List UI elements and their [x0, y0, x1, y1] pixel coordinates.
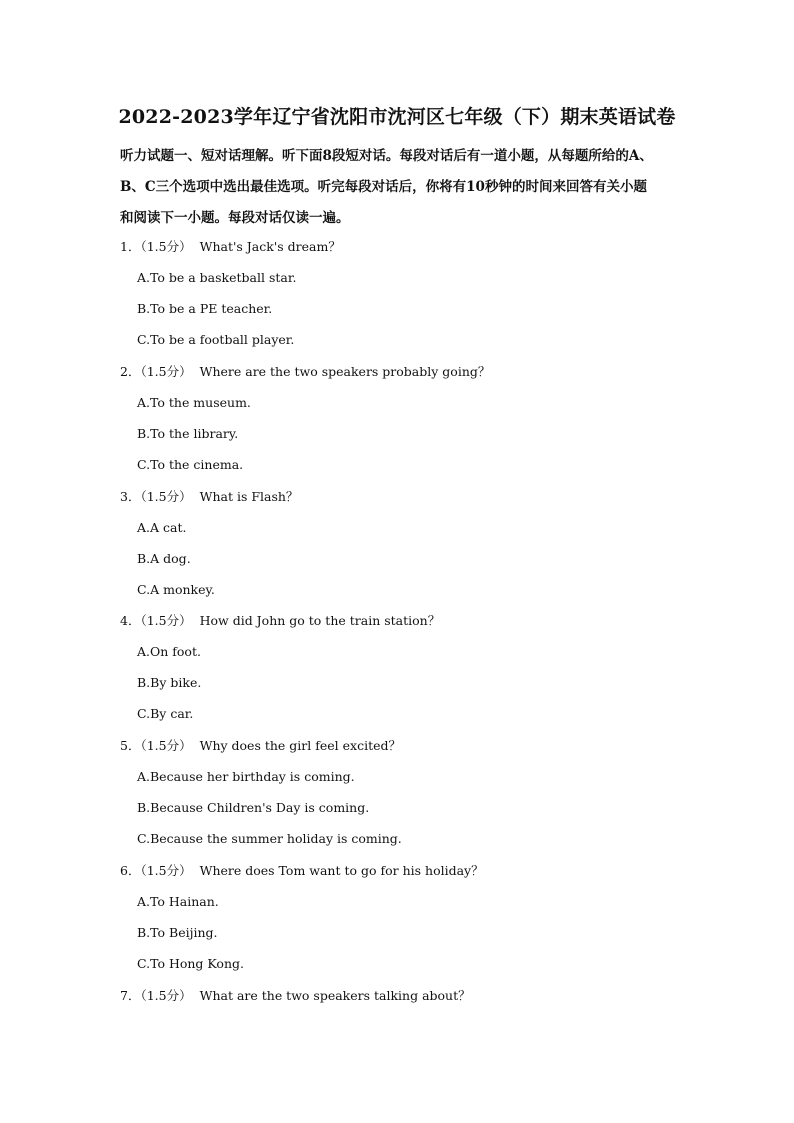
question-6: [120, 861, 680, 985]
option-b: B.To Beijing.: [137, 925, 218, 940]
option-a: A.To Hainan.: [137, 894, 219, 909]
option-a: A.Because her birthday is coming.: [137, 769, 355, 784]
question-stem: [120, 611, 680, 642]
page-title: 2022-2023学年辽宁省沈阳市沈河区七年级（下）期末英语试卷: [118, 106, 676, 128]
question-2: [120, 362, 680, 486]
option-b: B.A dog.: [137, 551, 191, 566]
question-text: Where does Tom want to go for his holiday？: [199, 863, 484, 878]
question-7: [120, 986, 680, 1017]
listening-instructions: [120, 141, 680, 234]
instruction-line: B、C三个选项中选出最佳选项。听完每段对话后，你将有10秒钟的时间来回答有关小题: [120, 179, 647, 195]
option-c: C.To Hong Kong.: [137, 956, 244, 971]
question-4: [120, 611, 680, 735]
option-c: C.Because the summer holiday is coming.: [137, 831, 402, 846]
question-text: Why does the girl feel excited？: [199, 738, 401, 753]
option-a: A.A cat.: [137, 520, 187, 535]
question-number: 5．: [120, 738, 141, 753]
question-1: [120, 237, 680, 361]
instruction-line: 听力试题一、短对话理解。听下面8段短对话。每段对话后有一道小题，从每题所给的A、: [120, 148, 653, 164]
question-number: 1．: [120, 239, 141, 254]
question-stem: [120, 487, 680, 518]
option-c: C.To be a football player.: [137, 332, 295, 347]
question-3: [120, 487, 680, 611]
question-5: [120, 736, 680, 860]
option-a: A.To be a basketball star.: [137, 270, 297, 285]
question-stem: [120, 362, 680, 393]
question-score: （1.5分）: [140, 489, 192, 504]
option-b: B.To the library.: [137, 426, 239, 441]
question-number: 6．: [120, 863, 141, 878]
question-text: What are the two speakers talking about？: [199, 988, 471, 1003]
question-number: 3．: [120, 489, 141, 504]
option-c: C.A monkey.: [137, 582, 215, 597]
option-b: B.By bike.: [137, 675, 202, 690]
option-b: B.Because Children's Day is coming.: [137, 800, 370, 815]
question-number: 2．: [120, 364, 141, 379]
question-text: What's Jack's dream？: [199, 239, 341, 254]
question-stem: [120, 237, 680, 268]
question-stem: [120, 986, 680, 1017]
option-b: B.To be a PE teacher.: [137, 301, 273, 316]
question-score: （1.5分）: [140, 738, 192, 753]
question-score: （1.5分）: [140, 613, 192, 628]
option-a: A.On foot.: [137, 644, 201, 659]
question-text: What is Flash？: [199, 489, 299, 504]
question-score: （1.5分）: [140, 863, 192, 878]
question-number: 7．: [120, 988, 141, 1003]
question-stem: [120, 736, 680, 767]
question-text: Where are the two speakers probably going？: [199, 364, 491, 379]
question-stem: [120, 861, 680, 892]
question-score: （1.5分）: [140, 239, 192, 254]
instruction-line: 和阅读下一小题。每段对话仅读一遍。: [120, 210, 350, 226]
question-text: How did John go to the train station？: [199, 613, 441, 628]
option-c: C.By car.: [137, 706, 194, 721]
option-a: A.To the museum.: [137, 395, 251, 410]
question-number: 4．: [120, 613, 141, 628]
option-c: C.To the cinema.: [137, 457, 244, 472]
question-score: （1.5分）: [140, 988, 192, 1003]
question-score: （1.5分）: [140, 364, 192, 379]
